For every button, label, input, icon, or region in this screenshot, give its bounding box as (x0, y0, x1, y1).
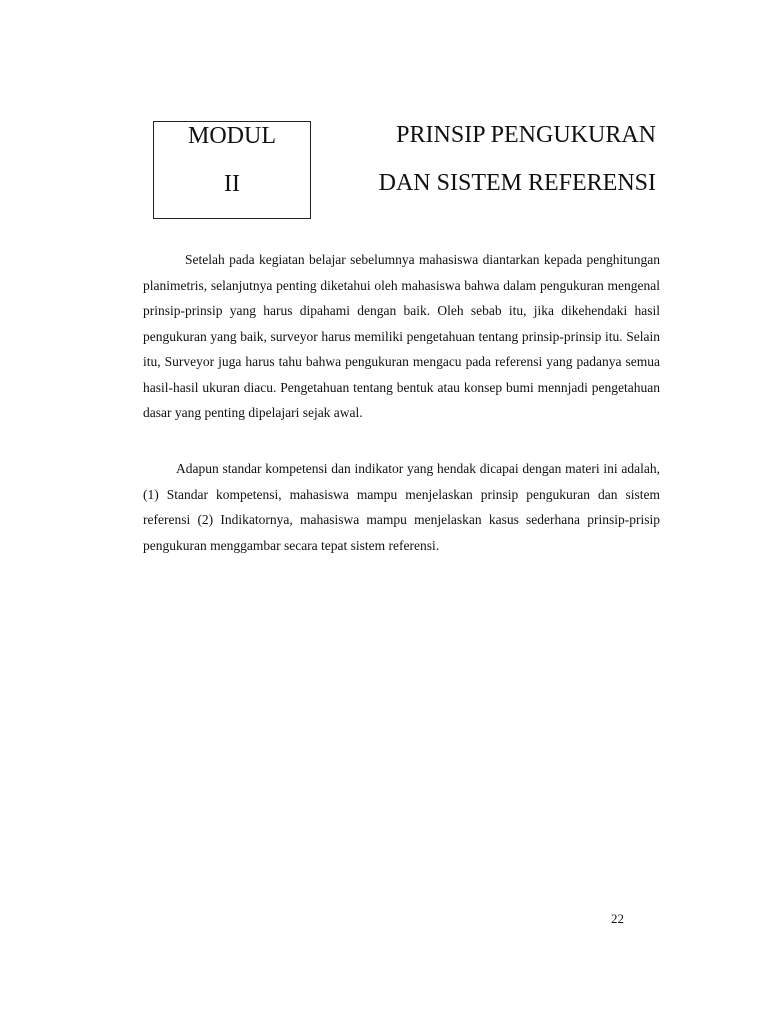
chapter-title-line-2: DAN SISTEM REFERENSI (378, 170, 656, 196)
page-number: 22 (611, 911, 624, 926)
paragraph-text: Setelah pada kegiatan belajar sebelumnya mahasiswa diantarkan kepada penghitungan planimetris, selanjutnya penting diketahui oleh mahasiswa bahwa dalam pengukuran mengenal prinsip-prinsip yang harus dipahami dengan baik. Oleh sebab itu, jika dikehendaki hasil pengukuran yang baik, surveyor harus memiliki pengetahuan tentang prinsip-prinsip itu. Selain itu, Surveyor juga harus tahu bahwa pengukuran mengacu pada referensi yang padanya semua hasil-hasil ukuran diacu. Pengetahuan tentang bentuk atau konsep bumi mennjadi pengetahuan dasar yang penting dipelajari sejak awal. (143, 252, 660, 420)
paragraph-text: Adapun standar kompetensi dan indikator yang hendak dicapai dengan materi ini adalah, (1) Standar kompetensi, mahasiswa mampu menjelaskan prinsip pengukuran dan sistem referensi (2) Indikatornya, mahasiswa mampu menjelaskan kasus sederhana prinsip-prisip pengukuran menggambar secara tepat sistem referensi. (143, 461, 660, 553)
module-number: II (224, 171, 240, 197)
module-box (153, 121, 311, 219)
chapter-title-line-1: PRINSIP PENGUKURAN (396, 122, 656, 148)
module-label: MODUL (188, 123, 276, 149)
competency-paragraph (143, 456, 660, 558)
intro-paragraph (143, 247, 660, 426)
